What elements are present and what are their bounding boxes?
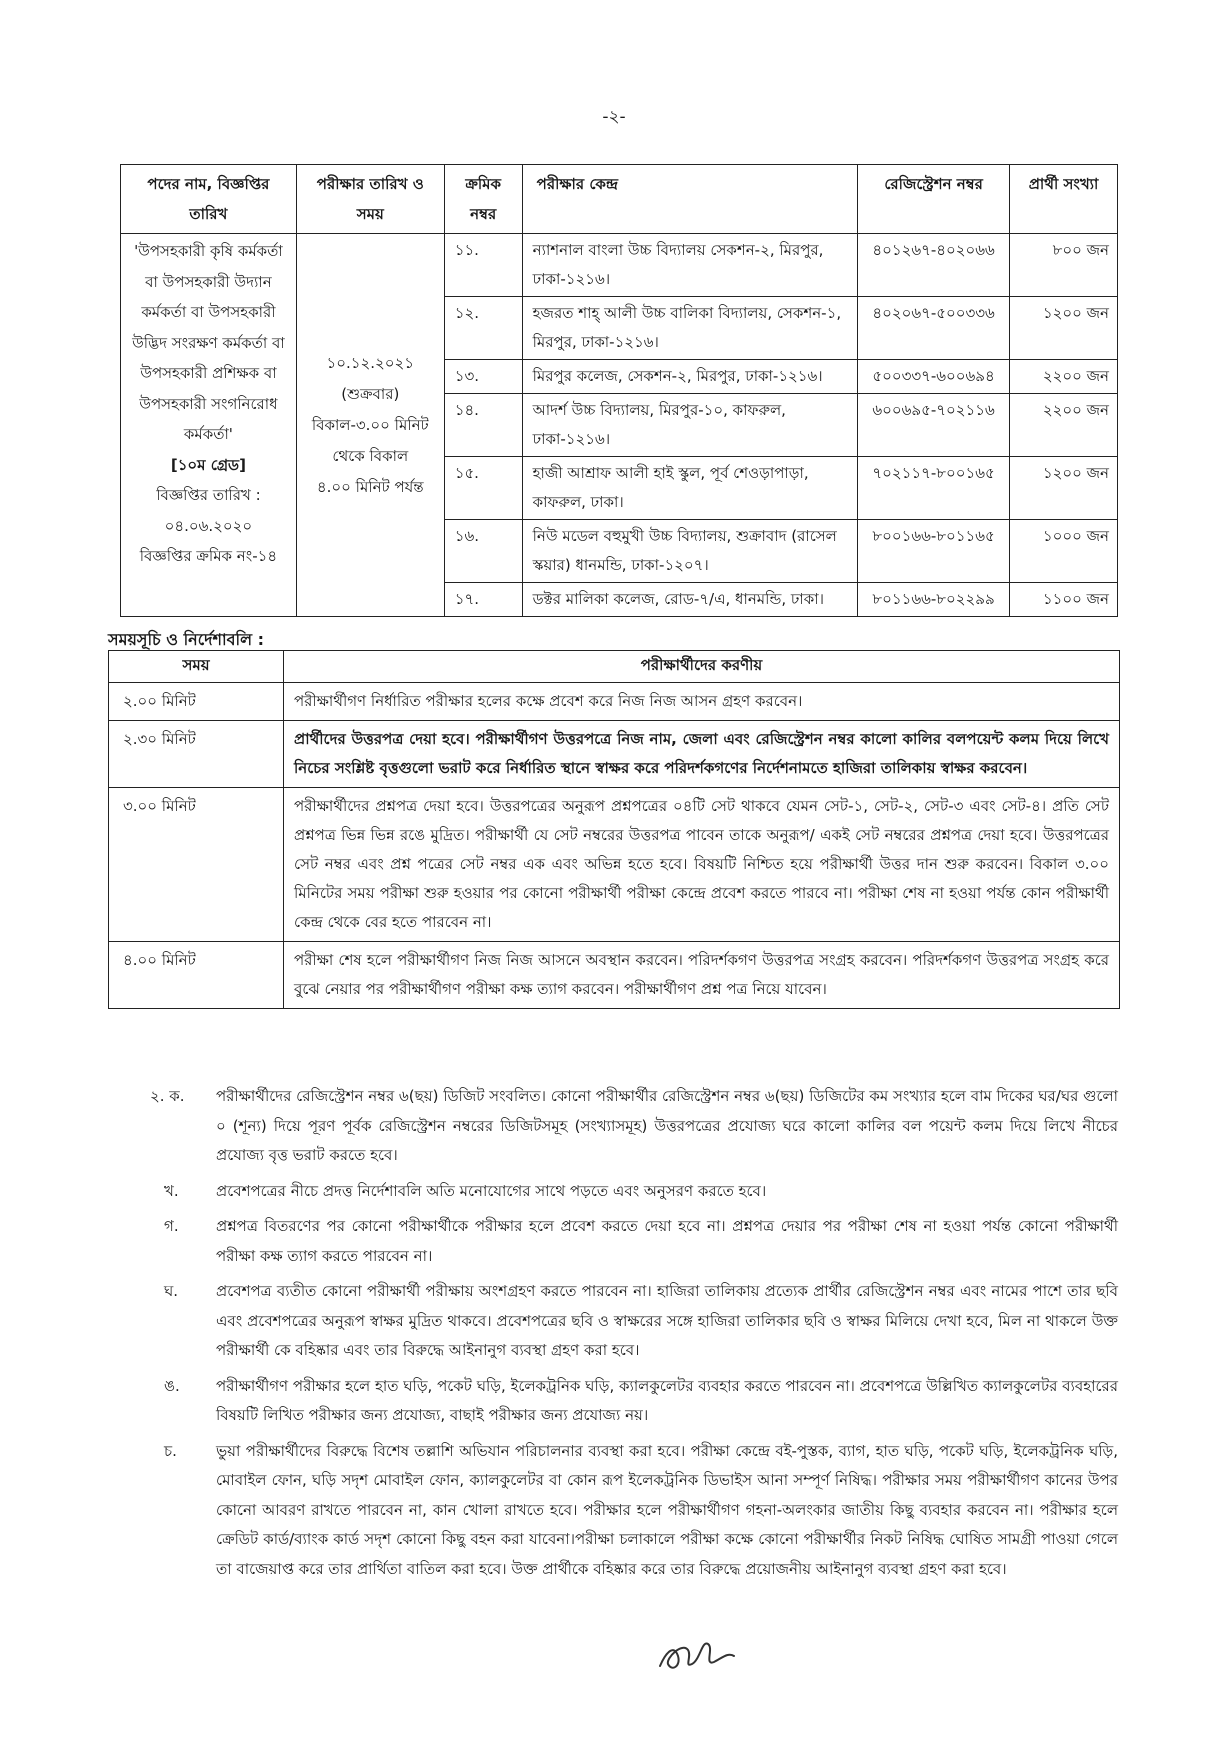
row-count: ১২০০ জন	[1010, 457, 1118, 520]
schedule-row	[109, 721, 1120, 788]
header-center: পরীক্ষার কেন্দ্র	[522, 165, 857, 234]
row-count: ৮০০ জন	[1010, 234, 1118, 297]
row-center: হাজী আশ্রাফ আলী হাই স্কুল, পূর্ব শেওড়াপাড়া, কাফরুল, ঢাকা।	[522, 457, 857, 520]
notice-date-label: বিজ্ঞপ্তির তারিখ :	[156, 486, 261, 504]
header-todo: পরীক্ষার্থীদের করণীয়	[284, 651, 1120, 683]
item-label: চ.	[164, 1441, 177, 1460]
row-center: হজরত শাহ্‌ আলী উচ্চ বালিকা বিদ্যালয়, সেকশন-১, মিরপুর, ঢাকা-১২১৬।	[522, 297, 857, 360]
list-item	[150, 1177, 1118, 1207]
row-center: আদর্শ উচ্চ বিদ্যালয়, মিরপুর-১০, কাফরুল, ঢাকা-১২১৬।	[522, 394, 857, 457]
schedule-table	[108, 650, 1120, 1009]
schedule-row	[109, 683, 1120, 721]
schedule-time: ২.৩০ মিনিট	[109, 721, 284, 788]
header-serial: ক্রমিক নম্বর	[444, 165, 522, 234]
exam-time-mid: থেকে বিকাল	[332, 446, 409, 465]
schedule-header	[109, 651, 1120, 683]
table-row	[121, 234, 1118, 297]
header-post: পদের নাম, বিজ্ঞপ্তির তারিখ	[121, 165, 297, 234]
item-label: ঘ.	[164, 1282, 179, 1300]
item-text: প্রশ্নপত্র বিতরণের পর কোনো পরীক্ষার্থীকে পরীক্ষার হলে প্রবেশ করতে দেয়া হবে না। প্রশ্নপত্র দেয়ার পর পরীক্ষা শেষ না হওয়া পর্যন্ত কোনো পরীক্ষার্থী পরীক্ষা কক্ষ ত্যাগ করতে পারবেন না।	[216, 1217, 1118, 1265]
schedule-text: পরীক্ষার্থীদের প্রশ্নপত্র দেয়া হবে। উত্তরপত্রের অনুরূপ প্রশ্নপত্রের ০৪টি সেট থাকবে যেমন সেট-১, সেট-২, সেট-৩ এবং সেট-৪। প্রতি সেট প্রশ্নপত্র ভিন্ন ভিন্ন রঙে মুদ্রিত। পরীক্ষার্থী যে সেট নম্বরের উত্তরপত্র পাবেন তাকে অনুরূপ/ একই সেট নম্বরের প্রশ্নপত্র দেয়া হবে। উত্তরপত্রের সেট নম্বর এবং প্রশ্ন পত্রের সেট নম্বর এক এবং অভিন্ন হতে হবে। বিষয়টি নিশ্চিত হয়ে পরীক্ষার্থী উত্তর দান শুরু করবেন। বিকাল ৩.০০ মিনিটের সময় পরীক্ষা শুরু হওয়ার পর কোনো পরীক্ষার্থী পরীক্ষা কেন্দ্রে প্রবেশ করতে পারবে না। পরীক্ষা শেষ না হওয়া পর্যন্ত কোন পরীক্ষার্থী কেন্দ্র থেকে বের হতে পারবেন না।	[284, 788, 1120, 942]
notice-date: ০৪.০৬.২০২০	[164, 516, 253, 535]
item-text: প্রবেশপত্র ব্যতীত কোনো পরীক্ষার্থী পরীক্ষায় অংশগ্রহণ করতে পারবেন না। হাজিরা তালিকায় প্রত্যেক প্রার্থীর রেজিস্ট্রেশন নম্বর এবং নামের পাশে তার ছবি এবং প্রবেশপত্রের অনুরূপ স্বাক্ষর মুদ্রিত থাকবে। প্রবেশপত্রের ছবি ও স্বাক্ষরের সঙ্গে হাজিরা তালিকার ছবি ও স্বাক্ষর মিলিয়ে দেখা হবে, মিল না থাকলে উক্ত পরীক্ষার্থী কে বহিষ্কার এবং তার বিরুদ্ধে আইনানুগ ব্যবস্থা গ্রহণ করা হবে।	[216, 1282, 1118, 1359]
row-registration: ৪০২০৬৭-৫০০৩৩৬	[858, 297, 1010, 360]
exam-time-to: ৪.০০ মিনিট পর্যন্ত	[316, 477, 424, 496]
list-item	[150, 1372, 1118, 1431]
row-serial: ১৪.	[444, 394, 522, 457]
instructions-list	[150, 1082, 1118, 1590]
schedule-row	[109, 788, 1120, 942]
row-registration: ৮০১১৬৬-৮০২২৯৯	[858, 583, 1010, 617]
row-count: ২২০০ জন	[1010, 394, 1118, 457]
row-center: ন্যাশনাল বাংলা উচ্চ বিদ্যালয় সেকশন-২, মিরপুর, ঢাকা-১২১৬।	[522, 234, 857, 297]
post-grade: [১০ম গ্রেড]	[170, 455, 246, 474]
row-registration: ৪০১২৬৭-৪০২০৬৬	[858, 234, 1010, 297]
row-registration: ৭০২১১৭-৮০০১৬৫	[858, 457, 1010, 520]
exam-table-header	[121, 165, 1118, 234]
row-count: ১০০০ জন	[1010, 520, 1118, 583]
list-item	[150, 1082, 1118, 1171]
header-datetime: পরীক্ষার তারিখ ও সময়	[296, 165, 444, 234]
row-count: ১১০০ জন	[1010, 583, 1118, 617]
item-text: ভুয়া পরীক্ষার্থীদের বিরুদ্ধে বিশেষ তল্লাশি অভিযান পরিচালনার ব্যবস্থা করা হবে। পরীক্ষা কেন্দ্রে বই-পুস্তক, ব্যাগ, হাত ঘড়ি, পকেট ঘড়ি, ইলেকট্রনিক ঘড়ি, মোবাইল ফোন, ঘড়ি সদৃশ মোবাইল ফোন, ক্যালকুলেটর বা কোন রূপ ইলেকট্রনিক ডিভাইস আনা সম্পূর্ণ নিষিদ্ধ। পরীক্ষার সময় পরীক্ষার্থীগণ কানের উপর কোনো আবরণ রাখতে পারবেন না, কান খোলা রাখতে হবে। পরীক্ষার হলে পরীক্ষার্থীগণ গহনা-অলংকার জাতীয় কিছু ব্যবহার করবেন না। পরীক্ষার হলে ক্রেডিট কার্ড/ব্যাংক কার্ড সদৃশ কোনো কিছু বহন করা যাবেনা।পরীক্ষা চলাকালে পরীক্ষা কক্ষে কোনো পরীক্ষার্থীর নিকট নিষিদ্ধ ঘোষিত সামগ্রী পাওয়া গেলে তা বাজেয়াপ্ত করে তার প্রার্থিতা বাতিল করা হবে। উক্ত প্রার্থীকে বহিষ্কার করে তার বিরুদ্ধে প্রয়োজনীয় আইনানুগ ব্যবস্থা গ্রহণ করা হবে।	[216, 1441, 1118, 1578]
exam-date: ১০.১২.২০২১	[326, 353, 415, 372]
page-number: -২-	[602, 107, 626, 127]
schedule-title: সময়সূচি ও নির্দেশাবলি :	[108, 630, 265, 649]
row-registration: ৬০০৬৯৫-৭০২১১৬	[858, 394, 1010, 457]
schedule-row	[109, 942, 1120, 1009]
row-registration: ৫০০৩৩৭-৬০০৬৯৪	[858, 360, 1010, 394]
list-item	[150, 1277, 1118, 1366]
exam-datetime-cell	[296, 234, 444, 617]
post-name: 'উপসহকারী কৃষি কর্মকর্তা বা উপসহকারী উদ্যান কর্মকর্তা বা উপসহকারী উদ্ভিদ সংরক্ষণ কর্মকর্তা বা উপসহকারী প্রশিক্ষক বা উপসহকারী সংগনিরোধ কর্মকর্তা'	[132, 242, 285, 443]
item-text: প্রবেশপত্রের নীচে প্রদত্ত নির্দেশাবলি অতি মনোযোগের সাথে পড়তে এবং অনুসরণ করতে হবে।	[216, 1181, 767, 1200]
schedule-time: ৪.০০ মিনিট	[109, 942, 284, 1009]
header-time: সময়	[109, 651, 284, 683]
schedule-time: ২.০০ মিনিট	[109, 683, 284, 721]
exam-center-table	[120, 164, 1118, 617]
item-text: পরীক্ষার্থীগণ পরীক্ষার হলে হাত ঘড়ি, পকেট ঘড়ি, ইলেকট্রনিক ঘড়ি, ক্যালকুলেটর ব্যবহার করতে পারবেন না। প্রবেশপত্রে উল্লিখিত ক্যালকুলেটর ব্যবহারের বিষয়টি লিখিত পরীক্ষার জন্য প্রযোজ্য, বাছাই পরীক্ষার জন্য প্রযোজ্য নয়।	[216, 1376, 1118, 1424]
row-serial: ১৬.	[444, 520, 522, 583]
item-label: গ.	[164, 1217, 179, 1235]
row-serial: ১৭.	[444, 583, 522, 617]
row-serial: ১১.	[444, 234, 522, 297]
exam-day: (শুক্রবার)	[341, 384, 400, 403]
header-candidates: প্রার্থী সংখ্যা	[1010, 165, 1118, 234]
exam-time-from: বিকাল-৩.০০ মিনিট	[311, 415, 429, 434]
item-text: পরীক্ষার্থীদের রেজিস্ট্রেশন নম্বর ৬(ছয়) ডিজিট সংবলিত। কোনো পরীক্ষার্থীর রেজিস্ট্রেশন নম্বর ৬(ছয়) ডিজিটের কম সংখ্যার হলে বাম দিকের ঘর/ঘর গুলো ০ (শূন্য) দিয়ে পূরণ পূর্বক রেজিস্ট্রেশন নম্বরের ডিজিটসমূহ (সংখ্যাসমূহ) উত্তরপত্রের প্রযোজ্য ঘরে কালো কালির বল পয়েন্ট কলম দিয়ে লিখে নীচের প্রযোজ্য বৃত্ত ভরাট করতে হবে।	[216, 1087, 1118, 1164]
row-count: ১২০০ জন	[1010, 297, 1118, 360]
item-label: খ.	[164, 1181, 179, 1200]
schedule-text: প্রার্থীদের উত্তরপত্র দেয়া হবে। পরীক্ষার্থীগণ উত্তরপত্রে নিজ নাম, জেলা এবং রেজিস্ট্রেশন নম্বর কালো কালির বলপয়েন্ট কলম দিয়ে লিখে নিচের সংশ্লিষ্ট বৃত্তগুলো ভরাট করে নির্ধারিত স্থানে স্বাক্ষর করে পরিদর্শকগণের নির্দেশনামতে হাজিরা তালিকায় স্বাক্ষর করবেন।	[284, 721, 1120, 788]
header-registration: রেজিস্ট্রেশন নম্বর	[858, 165, 1010, 234]
item-label: ঙ.	[164, 1376, 180, 1395]
signature	[652, 1622, 742, 1686]
row-count: ২২০০ জন	[1010, 360, 1118, 394]
row-serial: ১৫.	[444, 457, 522, 520]
post-cell	[121, 234, 297, 617]
row-center: ডক্টর মালিকা কলেজ, রোড-৭/এ, ধানমন্ডি, ঢাকা।	[522, 583, 857, 617]
row-center: মিরপুর কলেজ, সেকশন-২, মিরপুর, ঢাকা-১২১৬।	[522, 360, 857, 394]
row-serial: ১৩.	[444, 360, 522, 394]
row-center: নিউ মডেল বহুমুখী উচ্চ বিদ্যালয়, শুক্রাবাদ (রাসেল স্কয়ার) ধানমন্ডি, ঢাকা-১২০৭।	[522, 520, 857, 583]
item-label: ২. ক.	[150, 1087, 185, 1105]
notice-serial: বিজ্ঞপ্তির ক্রমিক নং-১৪	[139, 547, 278, 565]
list-item	[150, 1212, 1118, 1271]
schedule-text: পরীক্ষা শেষ হলে পরীক্ষার্থীগণ নিজ নিজ আসনে অবস্থান করবেন। পরিদর্শকগণ উত্তরপত্র সংগ্রহ করবেন। পরিদর্শকগণ উত্তরপত্র সংগ্রহ করে বুঝে নেয়ার পর পরীক্ষার্থীগণ পরীক্ষা কক্ষ ত্যাগ করবেন। পরীক্ষার্থীগণ প্রশ্ন পত্র নিয়ে যাবেন।	[284, 942, 1120, 1009]
row-serial: ১২.	[444, 297, 522, 360]
schedule-text: পরীক্ষার্থীগণ নির্ধারিত পরীক্ষার হলের কক্ষে প্রবেশ করে নিজ নিজ আসন গ্রহণ করবেন।	[284, 683, 1120, 721]
row-registration: ৮০০১৬৬-৮০১১৬৫	[858, 520, 1010, 583]
schedule-time: ৩.০০ মিনিট	[109, 788, 284, 942]
list-item	[150, 1437, 1118, 1585]
